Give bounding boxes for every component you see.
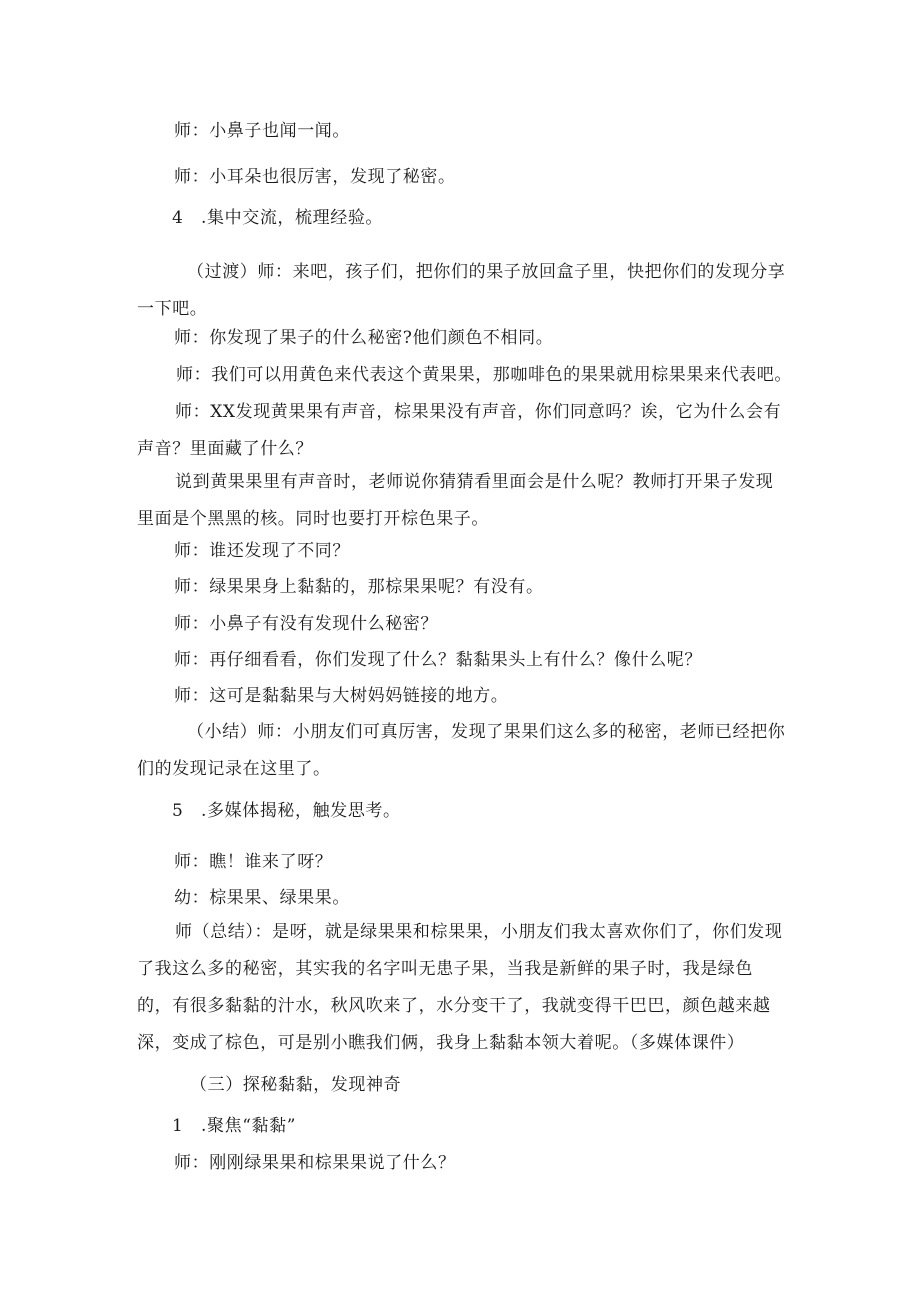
paragraph: 师（总结）：是呀，就是绿果果和棕果果，小朋友们我太喜欢你们了，你们发现了我这么多的秘密，其实我的名字叫无患子果，当我是新鲜的果子时，我是绿色的，有很多黏黏的汁水，秋风吹来了，水分变干了，我就变得干巴巴，颜色越来越深，变成了棕色，可是别小瞧我们俩，我身上黏黏本领大着呢。（多媒体课件）	[137, 922, 783, 1053]
dialogue-line: 师：你发现了果子的什么秘密?他们颜色不相同。	[174, 328, 554, 348]
paragraph: 说到黄果果里有声音时，老师说你猜猜看里面会是什么呢？教师打开果子发现里面是个黑黑的核。同时也要打开棕色果子。	[137, 472, 774, 529]
paragraph: 师：XX发现黄果果有声音，棕果果没有声音，你们同意吗？诶，它为什么会有声音？里面藏了什么？	[137, 402, 782, 459]
dialogue-line: 师：再仔细看看，你们发现了什么？黏黏果头上有什么？像什么呢？	[174, 650, 702, 670]
dialogue-line: 师：刚刚绿果果和棕果果说了什么？	[174, 1153, 456, 1173]
section-heading: 5 .多媒体揭秘，触发思考。	[172, 801, 401, 821]
section-heading: 4 .集中交流，梳理经验。	[172, 208, 384, 228]
dialogue-line: 师：小耳朵也很厉害，发现了秘密。	[174, 167, 456, 187]
section-heading: 1 .聚焦“黏黏”	[172, 1116, 297, 1136]
dialogue-line: 师：小鼻子也闻一闻。	[174, 121, 350, 141]
paragraph: （小结）师：小朋友们可真厉害，发现了果果们这么多的秘密，老师已经把你们的发现记录在这里了。	[137, 722, 786, 779]
dialogue-line: 幼：棕果果、绿果果。	[174, 888, 350, 908]
dialogue-line: 师：谁还发现了不同？	[174, 541, 350, 561]
dialogue-line: 师：我们可以用黄色来代表这个黄果果，那咖啡色的果果就用棕果果来代表吧。	[176, 365, 792, 385]
dialogue-line: 师：小鼻子有没有发现什么秘密？	[174, 614, 438, 634]
paragraph: （过渡）师：来吧，孩子们，把你们的果子放回盒子里，快把你们的发现分享一下吧。	[137, 262, 786, 319]
section-heading: （三）探秘黏黏，发现神奇	[190, 1075, 402, 1095]
dialogue-line: 师：绿果果身上黏黏的，那棕果果呢？有没有。	[174, 577, 544, 597]
dialogue-line: 师：这可是黏黏果与大树妈妈链接的地方。	[174, 686, 509, 706]
dialogue-line: 师：瞧！谁来了呀？	[174, 852, 333, 872]
